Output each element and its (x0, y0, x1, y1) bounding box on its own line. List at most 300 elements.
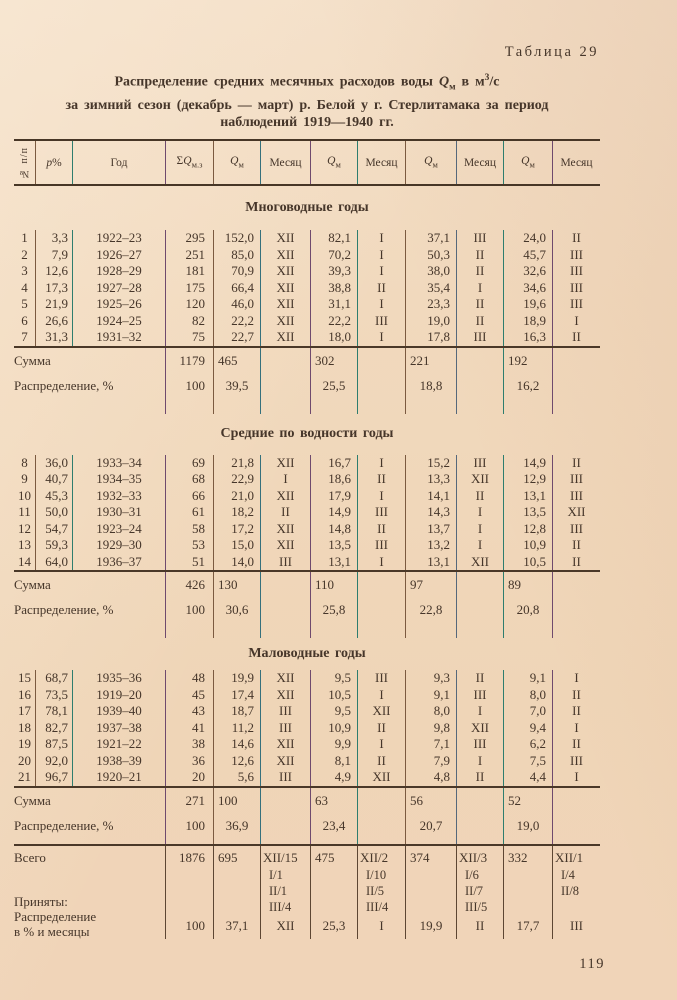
spacer-cell (503, 398, 552, 414)
table-cell: 15 (18, 670, 31, 685)
raspred-value: 30,6 (213, 597, 260, 622)
table-cell: II (552, 455, 600, 472)
table-cell: XII (260, 670, 310, 687)
section-title-high-water: Многоводные годы (245, 200, 369, 215)
spacer-cell (14, 398, 165, 414)
table-cell: 1920–21 (72, 769, 165, 786)
summa-value (552, 348, 600, 373)
table-cell: III (552, 753, 600, 770)
table-cell: III (552, 471, 600, 488)
table-cell: 18,7 (213, 703, 260, 720)
summa-value (456, 572, 503, 597)
table-cell: 9,3 (405, 670, 456, 687)
spacer-cell (456, 398, 503, 414)
table-cell: 8,0 (405, 703, 456, 720)
table-cell: I (357, 296, 405, 313)
raspred-value: 23,4 (310, 813, 357, 838)
table-cell: XII (260, 521, 310, 538)
section-title-low-water: Маловодные годы (248, 646, 366, 661)
page-number: 119 (579, 956, 605, 972)
spacer-cell (213, 838, 260, 844)
table-cell: 14,6 (213, 736, 260, 753)
table-cell: 18,9 (503, 313, 552, 330)
summa-value (260, 572, 310, 597)
table-cell: 24,0 (503, 230, 552, 247)
table-cell: 64,0 (35, 554, 72, 571)
table-cell: 1938–39 (72, 753, 165, 770)
table-cell: 69 (165, 455, 213, 472)
table-cell: 1939–40 (72, 703, 165, 720)
header-cell-sum-q: $\Sigma Q_{м.з}$ (165, 141, 213, 184)
raspred-value (357, 813, 405, 838)
header-cell-year: Год (72, 141, 165, 184)
table-cell: 14,8 (310, 521, 357, 538)
summa-label: Сумма (14, 577, 51, 592)
table-cell: 7,9 (405, 753, 456, 770)
spacer-cell (456, 838, 503, 844)
table-cell: XII (260, 488, 310, 505)
table-cell: 73,5 (35, 687, 72, 704)
table-cell: 14,0 (213, 554, 260, 571)
totals-sum-q-column: 1876 100 (165, 846, 213, 939)
raspred-value: 100 (165, 597, 213, 622)
table-cell: 66 (165, 488, 213, 505)
table-header-row (14, 139, 600, 186)
spacer-cell (357, 398, 405, 414)
table-cell: 21,9 (35, 296, 72, 313)
raspred-value (260, 813, 310, 838)
raspred-value (357, 597, 405, 622)
table-cell: 14,1 (405, 488, 456, 505)
table-cell: 1930–31 (72, 504, 165, 521)
table-cell: 1928–29 (72, 263, 165, 280)
table-cell: II (357, 521, 405, 538)
table-cell: 31,3 (35, 329, 72, 346)
section-rows-high-water (14, 230, 600, 346)
table-cell: 17,4 (213, 687, 260, 704)
table-cell: 37,1 (405, 230, 456, 247)
table-cell: 21,0 (213, 488, 260, 505)
raspred-label: Распределение, % (14, 817, 114, 833)
spacer-cell (14, 838, 165, 844)
summa-value (552, 572, 600, 597)
table-cell: I (456, 280, 503, 297)
table-cell: 50,3 (405, 247, 456, 264)
table-cell: 39,3 (310, 263, 357, 280)
table-cell: 82,7 (35, 720, 72, 737)
spacer-cell (14, 622, 165, 638)
table-cell: 35,4 (405, 280, 456, 297)
table-cell: 9,9 (310, 736, 357, 753)
table-cell: 17,2 (213, 521, 260, 538)
table-cell: XII (260, 263, 310, 280)
summa-value (260, 788, 310, 813)
header-cell-month3: Месяц (456, 141, 503, 184)
raspred-value: 19,0 (503, 813, 552, 838)
table-cell: 16,3 (503, 329, 552, 346)
summa-value: 221 (405, 348, 456, 373)
table-cell: 18,0 (310, 329, 357, 346)
table-cell: 19,9 (213, 670, 260, 687)
title-line-3: наблюдений 1919—1940 гг. (220, 115, 394, 131)
table-cell: 1931–32 (72, 329, 165, 346)
table-cell: III (260, 769, 310, 786)
spacer-cell (165, 622, 213, 638)
summa-value: 89 (503, 572, 552, 597)
table-cell: 18,6 (310, 471, 357, 488)
table-cell: 31,1 (310, 296, 357, 313)
table-cell: 251 (165, 247, 213, 264)
summa-value: 465 (213, 348, 260, 373)
table-cell: 10,9 (503, 537, 552, 554)
spacer-cell (456, 622, 503, 638)
totals-vsego-label: Всего (14, 849, 46, 865)
table-cell: III (552, 521, 600, 538)
table-cell: III (357, 313, 405, 330)
summa-value (357, 788, 405, 813)
raspred-value: 20,8 (503, 597, 552, 622)
table-cell: 68 (165, 471, 213, 488)
table-cell: 75 (165, 329, 213, 346)
table-cell: 87,5 (35, 736, 72, 753)
raspred-value: 100 (165, 813, 213, 838)
table-cell: XII (260, 753, 310, 770)
raspred-value: 18,8 (405, 373, 456, 398)
table-cell: 1924–25 (72, 313, 165, 330)
table-cell: II (260, 504, 310, 521)
table-cell: 17,9 (310, 488, 357, 505)
table-cell: 9,1 (503, 670, 552, 687)
table-cell: 19,6 (503, 296, 552, 313)
summa-value (456, 788, 503, 813)
table-cell: I (552, 720, 600, 737)
header-cell-month1: Месяц (260, 141, 310, 184)
table-cell: III (357, 537, 405, 554)
table-cell: 45,3 (35, 488, 72, 505)
table-cell: I (456, 703, 503, 720)
table-cell: III (456, 329, 503, 346)
spacer-cell (260, 398, 310, 414)
title-line-2: за зимний сезон (декабрь — март) р. Белой у г. Стерлитамака за период (65, 97, 549, 113)
summa-value: 97 (405, 572, 456, 597)
raspred-value: 25,8 (310, 597, 357, 622)
summa-label: Сумма (14, 792, 51, 808)
table-cell: 4,9 (310, 769, 357, 786)
spacer-cell (310, 838, 357, 844)
table-cell: 11 (18, 504, 31, 519)
table-cell: 1933–34 (72, 455, 165, 472)
table-cell: 18 (18, 719, 31, 735)
table-cell: 10,5 (310, 687, 357, 704)
table-cell: 36,0 (35, 455, 72, 472)
summa-value: 271 (165, 788, 213, 813)
table-cell: 7,0 (503, 703, 552, 720)
table-cell: I (456, 537, 503, 554)
table-cell: I (552, 769, 600, 786)
table-cell: 3 (21, 263, 28, 278)
table-cell: 61 (165, 504, 213, 521)
table-cell: 1926–27 (72, 247, 165, 264)
table-cell: III (552, 247, 600, 264)
raspred-value (552, 813, 600, 838)
totals-q1-column: 695 37,1 (213, 846, 260, 939)
table-cell: 82 (165, 313, 213, 330)
table-cell: III (357, 504, 405, 521)
table-cell: 13,1 (503, 488, 552, 505)
table-cell: I (456, 504, 503, 521)
table-cell: 68,7 (35, 670, 72, 687)
summa-value: 52 (503, 788, 552, 813)
summa-value (357, 572, 405, 597)
spacer-cell (165, 398, 213, 414)
table-cell: 59,3 (35, 537, 72, 554)
table-cell: II (357, 280, 405, 297)
raspred-value (456, 597, 503, 622)
table-cell: 120 (165, 296, 213, 313)
raspred-value (260, 373, 310, 398)
table-cell: II (552, 230, 600, 247)
table-cell: 9,1 (405, 687, 456, 704)
spacer-cell (552, 838, 600, 844)
table-cell: I (357, 736, 405, 753)
table-cell: XII (357, 769, 405, 786)
table-cell: XII (260, 296, 310, 313)
raspred-value: 20,7 (405, 813, 456, 838)
table-cell: 22,7 (213, 329, 260, 346)
table-cell: II (552, 554, 600, 571)
totals-labels (14, 846, 165, 939)
table-cell: 22,2 (310, 313, 357, 330)
summa-value: 63 (310, 788, 357, 813)
table-cell: 14,9 (503, 455, 552, 472)
table-cell: 70,9 (213, 263, 260, 280)
header-cell-q4: $Q_м$ (503, 141, 552, 184)
table-cell: 82,1 (310, 230, 357, 247)
header-cell-num: № п/п (18, 146, 30, 179)
raspred-label: Распределение, % (14, 602, 114, 617)
table-cell: 7,9 (35, 247, 72, 264)
table-cell: III (357, 670, 405, 687)
header-cell-month4: Месяц (552, 141, 600, 184)
summa-value: 426 (165, 572, 213, 597)
table-cell: 13,3 (405, 471, 456, 488)
document-title (14, 70, 600, 132)
table-cell: III (552, 280, 600, 297)
table-cell: 38,0 (405, 263, 456, 280)
spacer-cell (552, 622, 600, 638)
table-cell: I (357, 263, 405, 280)
table-cell: 13,1 (310, 554, 357, 571)
table-cell: 5,6 (213, 769, 260, 786)
spacer-cell (213, 622, 260, 638)
table-cell: 18,2 (213, 504, 260, 521)
raspred-value: 39,5 (213, 373, 260, 398)
table-cell: 41 (165, 720, 213, 737)
table-cell: 6,2 (503, 736, 552, 753)
table-cell: 12,8 (503, 521, 552, 538)
table-cell: II (552, 537, 600, 554)
table-cell: III (260, 554, 310, 571)
table-cell: III (456, 455, 503, 472)
table-cell: 21,8 (213, 455, 260, 472)
table-cell: 152,0 (213, 230, 260, 247)
header-cell-month2: Месяц (357, 141, 405, 184)
table-cell: I (357, 554, 405, 571)
table-cell: 6 (21, 312, 28, 328)
table-cell: 20 (165, 769, 213, 786)
table-cell: 12 (18, 520, 31, 536)
totals-month1-column: XII/15 I/1 II/1 III/4 XII (260, 846, 310, 939)
table-cell: 22,9 (213, 471, 260, 488)
table-cell: 21 (18, 769, 31, 784)
table-cell: II (456, 263, 503, 280)
raspred-value: 22,8 (405, 597, 456, 622)
table-cell: 12,9 (503, 471, 552, 488)
table-cell: I (357, 247, 405, 264)
summa-value: 56 (405, 788, 456, 813)
table-cell: 54,7 (35, 521, 72, 538)
table-cell: III (456, 736, 503, 753)
table-cell: 38 (165, 736, 213, 753)
table-cell: 15,2 (405, 455, 456, 472)
table-cell: I (456, 753, 503, 770)
table-cell: 1936–37 (72, 554, 165, 571)
table-cell: 43 (165, 703, 213, 720)
section-summary-average-water (14, 572, 600, 638)
table-cell: 8,1 (310, 753, 357, 770)
table-cell: 1922–23 (72, 230, 165, 247)
spacer-cell (552, 398, 600, 414)
table-cell: 14,3 (405, 504, 456, 521)
table-cell: 1929–30 (72, 537, 165, 554)
table-cell: 9,4 (503, 720, 552, 737)
table-cell: 3,3 (35, 230, 72, 247)
table-cell: 13,5 (503, 504, 552, 521)
table-cell: I (357, 488, 405, 505)
table-cell: 85,0 (213, 247, 260, 264)
header-cell-q2: $Q_м$ (310, 141, 357, 184)
summa-value (357, 348, 405, 373)
table-cell: 19,0 (405, 313, 456, 330)
table-cell: 9 (21, 471, 28, 486)
spacer-cell (165, 838, 213, 844)
table-cell: I (357, 329, 405, 346)
table-cell: 13,1 (405, 554, 456, 571)
section-summary-low-water (14, 788, 600, 844)
summa-value: 130 (213, 572, 260, 597)
raspred-value: 36,9 (213, 813, 260, 838)
table-cell: XII (260, 230, 310, 247)
header-cell-p: p% (35, 141, 72, 184)
totals-pct-months-label: в % и месяцы (14, 923, 90, 939)
raspred-value (456, 373, 503, 398)
summa-value (456, 348, 503, 373)
table-cell: 58 (165, 521, 213, 538)
raspred-value: 16,2 (503, 373, 552, 398)
table-cell: 13 (18, 537, 31, 552)
table-cell: 16,7 (310, 455, 357, 472)
table-cell: 14,9 (310, 504, 357, 521)
table-cell: II (456, 769, 503, 786)
table-cell: 7,5 (503, 753, 552, 770)
table-cell: 1927–28 (72, 280, 165, 297)
table-cell: XII (260, 313, 310, 330)
table-cell: XII (456, 471, 503, 488)
table-cell: II (456, 488, 503, 505)
table-cell: XII (260, 736, 310, 753)
section-rows-average-water (14, 455, 600, 571)
table-cell: III (456, 230, 503, 247)
raspred-value (552, 373, 600, 398)
table-cell: 20 (18, 752, 31, 768)
table-cell: 9,5 (310, 703, 357, 720)
table-cell: 4,4 (503, 769, 552, 786)
table-cell: XII (260, 687, 310, 704)
spacer-cell (405, 398, 456, 414)
table-cell: XII (456, 554, 503, 571)
table-cell: 1935–36 (72, 670, 165, 687)
table-cell: 7 (21, 329, 28, 344)
table-cell: III (260, 703, 310, 720)
totals-prinyaty-label: Приняты: (14, 893, 68, 909)
table-cell: 10 (18, 487, 31, 503)
raspred-value (552, 597, 600, 622)
summa-value: 192 (503, 348, 552, 373)
table-cell: 13,2 (405, 537, 456, 554)
table-cell: 45,7 (503, 247, 552, 264)
table-cell: I (456, 521, 503, 538)
spacer-cell (260, 622, 310, 638)
table-cell: 92,0 (35, 753, 72, 770)
table-cell: 70,2 (310, 247, 357, 264)
table-cell: 48 (165, 670, 213, 687)
table-cell: 1937–38 (72, 720, 165, 737)
spacer-cell (310, 622, 357, 638)
table-cell: XII (260, 455, 310, 472)
raspred-value (456, 813, 503, 838)
table-cell: XII (260, 247, 310, 264)
table-cell: 66,4 (213, 280, 260, 297)
spacer-cell (310, 398, 357, 414)
table-cell: 13,7 (405, 521, 456, 538)
table-cell: 1 (21, 230, 28, 245)
table-cell: XII (260, 537, 310, 554)
table-cell: II (552, 687, 600, 704)
table-cell: 15,0 (213, 537, 260, 554)
table-cell: II (456, 247, 503, 264)
table-cell: II (456, 670, 503, 687)
table-cell: 50,0 (35, 504, 72, 521)
table-cell: 7,1 (405, 736, 456, 753)
data-table (14, 139, 600, 939)
summa-value: 302 (310, 348, 357, 373)
table-cell: II (552, 329, 600, 346)
table-cell: 19 (18, 736, 31, 751)
table-cell: 12,6 (35, 263, 72, 280)
table-cell: III (552, 296, 600, 313)
table-cell: 13,5 (310, 537, 357, 554)
table-cell: 53 (165, 537, 213, 554)
table-cell: XII (260, 280, 310, 297)
section-rows-low-water (14, 670, 600, 786)
raspred-value: 25,5 (310, 373, 357, 398)
section-summary-high-water (14, 348, 600, 414)
totals-q4-column: 332 17,7 (503, 846, 552, 939)
table-cell: II (456, 313, 503, 330)
totals-month3-column: XII/3 I/6 II/7 III/5 II (456, 846, 503, 939)
table-cell: 1925–26 (72, 296, 165, 313)
table-cell: 8 (21, 454, 28, 470)
